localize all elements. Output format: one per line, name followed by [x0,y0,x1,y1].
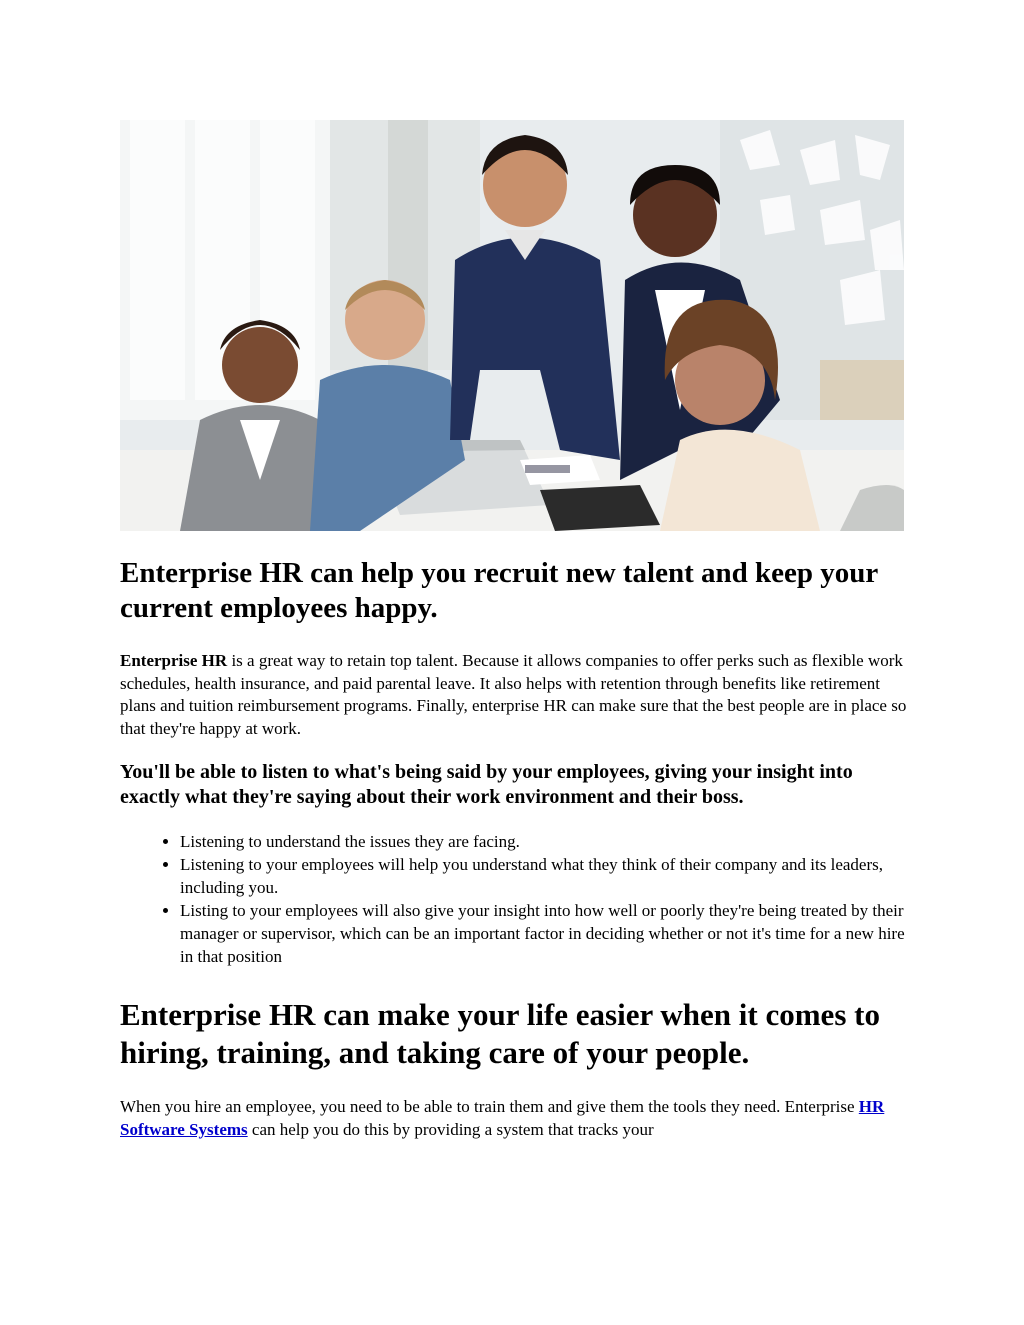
list-item: • Listening to your employees will help you understand what they think of their company and its leaders, including you. [180,853,910,899]
intro-bold-term: Enterprise HR [120,651,228,670]
hr-software-systems-link[interactable]: HR Software Systems [120,1097,885,1139]
section-heading-hiring: Enterprise HR can make your life easier when it comes to hiring, training, and taking care of your people. [120,997,880,1070]
intro-text: is a great way to retain top talent. Because it allows companies to offer perks such as flexible work schedules, health insurance, and paid parental leave. It also helps with retention through benefits like retirement plans and tuition reimbursement programs. Finally, enterprise HR can make sure that the best people are in place so that they're happy at work. [120,651,907,738]
section-subheading-listen: You'll be able to listen to what's being said by your employees, giving your insight into exactly what they're saying about their work environment and their boss. [120,761,853,808]
list-item: • Listing to your employees will also give your insight into how well or poorly they're being treated by their manager or supervisor, which can be an important factor in deciding whether or not it's time for a new hire in that position [180,899,910,968]
listening-list [120,830,910,968]
hiring-text-end: can help you do this by providing a system that tracks your [247,1119,654,1139]
article-body [120,556,910,1161]
intro-paragraph [120,650,910,740]
hiring-text-start: When you hire an employee, you need to be able to train them and give them the tools they need. Enterprise [120,1097,859,1116]
section-heading-recruit: Enterprise HR can help you recruit new talent and keep your current employees happy. [120,557,878,624]
list-item: • Listening to understand the issues they are facing. [180,830,910,853]
hiring-paragraph [120,1096,910,1141]
hero-image [120,120,904,531]
team-photo-icon [120,120,904,531]
